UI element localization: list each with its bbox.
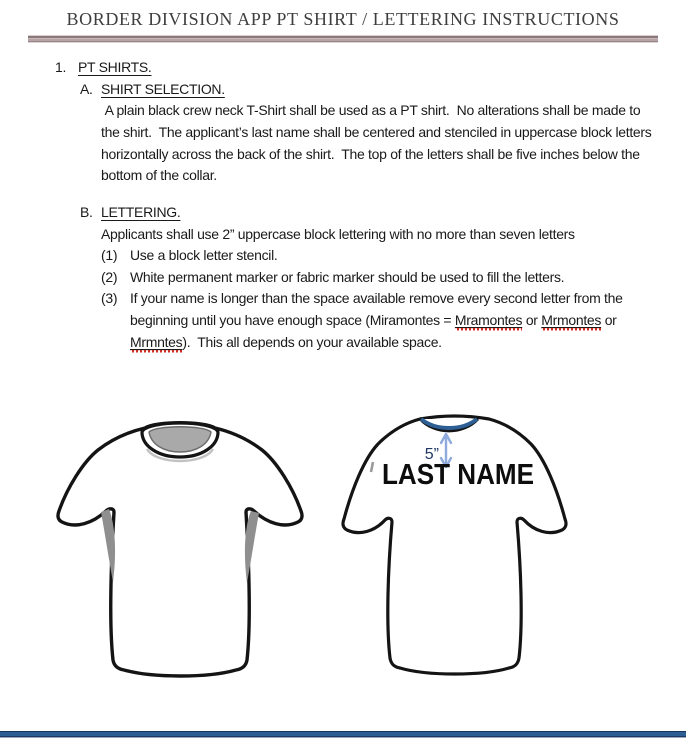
measurement-label: 5” (424, 446, 439, 463)
title-rule (28, 35, 658, 43)
list-item-B (55, 202, 661, 353)
back-shirt-image (335, 406, 585, 678)
point-2-marker: (2) (101, 268, 118, 285)
item-1-heading: PT SHIRTS. (78, 59, 152, 75)
lettering-point-1 (101, 245, 661, 267)
list-item-A (80, 79, 661, 101)
item-A-marker: A. (80, 80, 93, 97)
item-B-heading-row (80, 202, 661, 224)
last-name-text: LAST NAME (382, 459, 534, 491)
point-3-sep2: or (601, 311, 621, 328)
bottom-page-rule (0, 731, 686, 738)
misspelled-word-3: Mrmntes (130, 334, 182, 353)
lettering-point-3 (101, 288, 661, 353)
point-3-part2: ). This all depends on your available space. (182, 333, 442, 350)
instructions-list (55, 57, 661, 354)
front-shirt-image (52, 412, 308, 682)
point-3-text (130, 288, 654, 353)
page-title: BORDER DIVISION APP PT SHIRT / LETTERING INSTRUCTIONS (66, 9, 620, 29)
list-item-1 (55, 57, 661, 79)
point-3-marker: (3) (101, 290, 118, 307)
back-shirt-body (343, 416, 566, 674)
item-A-heading: SHIRT SELECTION. (101, 80, 225, 97)
misspelled-word-2: Mrmontes (541, 312, 601, 331)
item-B-marker: B. (80, 204, 93, 221)
point-2-text: White permanent marker or fabric marker should be used to fill the letters. (130, 268, 565, 285)
point-1-marker: (1) (101, 247, 118, 264)
lettering-intro: Applicants shall use 2” uppercase block lettering with no more than seven letters (101, 225, 575, 242)
item-1-marker: 1. (55, 59, 67, 75)
point-3-part1: If your name is longer than the space available remove every second letter from the beginning until you have enough space (Miramontes = (130, 290, 627, 328)
point-1-text: Use a block letter stencil. (130, 247, 278, 264)
shirt-selection-paragraph: A plain black crew neck T-Shirt shall be used as a PT shirt. No alterations shall be made to the shirt. The applicant’s last name shall be centered and stenciled in uppercase block letters horizontally across the back of the shirt. The top of the letters shall be five inches below the bottom of the collar. (101, 102, 656, 184)
lettering-point-2 (101, 267, 661, 289)
point-3-sep1: or (522, 311, 542, 328)
item-B-heading: LETTERING. (101, 204, 181, 221)
misspelled-word-1: Mramontes (455, 312, 522, 331)
